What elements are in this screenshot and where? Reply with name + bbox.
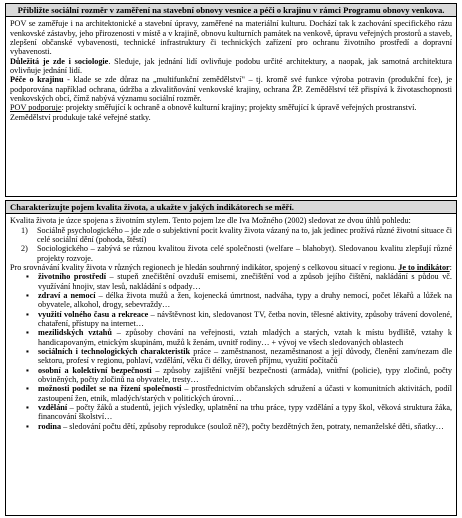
- list-item: [10, 366, 452, 385]
- indicator-name: vzdělání: [38, 403, 68, 413]
- bullet-icon: ▪: [26, 365, 29, 375]
- indicator-desc: – sledování počtu dětí, způsoby reprodukce (soulož ně?), počty bezdětných žen, potraty, nemanželské děti, sňatky…: [61, 421, 444, 431]
- indicator-desc: práce – zaměstnanost, nezaměstnanost a její důvody, členění zam/nezam dle sektoru, profesí v regionu, pohlaví, vzdělání, věku či délky, úroveň příjmu, využití počítačů: [38, 347, 452, 366]
- indicator-desc: – délka života mužů a žen, kojenecká úmrtnost, nadváha, typy a druhy nemocí, počet lékařů a lůžek na obyvatele, alkohol, drogy, sebevraždy…: [38, 290, 453, 310]
- indicator-desc: – stupeň znečištění ovzduší emisemi, znečištění vod a způsob jejího čištění, nakládání s půdou vč. využívání hnojiv, stav lesů, nakládání s odpady…: [38, 272, 452, 291]
- indicator-name: mezilidských vztahů: [38, 328, 112, 338]
- indicator-name: rodina: [38, 421, 62, 431]
- question-heading-2: Charakterizujte pojem kvalita života, a ukažte v jakých indikátorech se měří.: [6, 201, 456, 214]
- bullet-icon: ▪: [26, 421, 29, 431]
- section-box-2: [5, 200, 457, 516]
- paragraph-pov-support: [10, 103, 452, 112]
- bullet-icon: ▪: [26, 328, 29, 338]
- bullet-icon: ▪: [26, 347, 29, 357]
- indicator-lead: Je to indikátor: [398, 262, 450, 272]
- answer-content-1: [6, 17, 456, 122]
- indicator-name: zdraví a nemocí: [38, 290, 96, 300]
- list-item: [10, 272, 452, 291]
- list-item: [10, 310, 452, 329]
- bullet-icon: ▪: [26, 272, 29, 282]
- indicator-desc: – způsoby chování na veřejnosti, vztah mladých a starých, vztah k místu bydliště, vztahy k handicapovaným, etnickým skupinám, mužů k ženám, uvnitř rodiny… + vývoj ve všech sledovaných oblastech: [38, 328, 452, 347]
- landscape-lead: Péče o krajinu: [10, 75, 64, 85]
- bullet-icon: ▪: [26, 384, 29, 394]
- pov-support-text: : projekty směřující k ochraně a obnově kulturní krajiny; projekty směřující k úpravě veřejných prostranství.: [61, 103, 417, 113]
- list-item: [10, 422, 452, 431]
- indicator-colon: :: [449, 262, 452, 272]
- paragraph-landscape: [10, 75, 452, 103]
- indicator-name: možnosti podílet se na řízení společnosti: [38, 384, 182, 394]
- list-item: [10, 403, 452, 422]
- answer-content-2: [6, 214, 456, 431]
- sociology-text: . Sleduje, jak jednání lidí ovlivňuje podobu určité architektury, a naopak, jak samotná architektura ovlivňuje jednání lidí.: [10, 56, 452, 75]
- indicator-desc: – prostřednictvím občanských sdružení a účasti v komunitních aktivitách, podíl zastoupení žen, etnik, mladých/starých v politických úrovní…: [38, 384, 452, 403]
- indicator-name: osobní a kolektivní bezpečnosti: [38, 365, 152, 375]
- paragraph-public-goods: Zemědělství produkuje také veřejné statky.: [10, 112, 151, 122]
- list-item-text: Sociologického – zabývá se různou kvalitou života celé společnosti (welfare – blahobyt). Sledovanou kvalitu zlepšují různé projekty rozvoje.: [37, 244, 452, 263]
- section-box-1: [5, 3, 457, 197]
- list-item: [10, 226, 452, 245]
- bullet-icon: ▪: [26, 309, 29, 319]
- list-item: [10, 347, 452, 366]
- landscape-text: - klade se zde důraz na „multifunkční zemědělství" – tj. kromě své funkce výroba potravin (produkční fce), je podporována například ochrana, údržba a zkvalitňování venkovské krajiny, ochrana ŽP. Zemědělství též přispívá k životaschopnosti venkovských obcí, čímž nabývá významu sociální rozměr.: [10, 75, 452, 103]
- sociology-lead: Důležitá je zde i sociologie: [10, 56, 109, 66]
- list-item: [10, 328, 452, 347]
- indicator-name: sociálních i technologických charakteristik: [38, 347, 191, 357]
- list-item-text: Sociálně psychologického – jde zde o subjektivní pocit kvality života vázaný na to, jak jedinec prožívá různé životní situace či celé sociální dění (pohoda, štěstí): [37, 225, 452, 244]
- indicator-desc: – počty žáků a studentů, jejich výsledky, uplatnění na trhu práce, typy vzdělání a typy škol, věková struktura žáka, financování školství…: [38, 403, 452, 422]
- indicator-desc: – návštěvnost kin, sledovanost TV, četba novin, tělesné aktivity, způsoby trávení dovolené, chataření, přístupy na internet…: [38, 309, 453, 328]
- paragraph-architecture: POV se zaměřuje i na architektonické a stavební úpravy, zaměřené na materiální kulturu. Dochází tak k zachování specifického rázu venkovské zástavby, jeho přirozenosti v místě a v krajině, obnovu kulturních památek na venkově, úpravu veřejných prostorů a staveb, zlepšení občanské vybavenosti, technické infrastruktury či technických zařízení pro ochranu životního prostředí a dopravní vybavenosti.: [10, 19, 452, 57]
- viewpoint-list: [10, 226, 452, 263]
- list-item: [10, 384, 452, 403]
- paragraph-sociology: [10, 57, 452, 76]
- question-heading-1: Přibližte sociální rozměr v zaměření na stavební obnovy vesnice a péči o krajinu v rámci Programu obnovy venkova.: [6, 4, 456, 17]
- list-number: 2): [21, 244, 28, 254]
- indicator-text: Pro srovnávání kvality života v různých regionech je hledán souhrnný indikátor, spojený s celkovou situací v regionu.: [10, 262, 397, 272]
- bullet-icon: ▪: [26, 290, 29, 300]
- indicator-desc: – způsoby zajištění vnější bezpečnosti (armáda), vnitřní (policie), typy zločinů, počty obviněných, počty zločinů na obyvatele, tresty…: [38, 365, 452, 385]
- list-item: [10, 244, 452, 263]
- indicator-name: životního prostředí: [38, 272, 106, 282]
- indicator-list: [10, 272, 452, 431]
- bullet-icon: ▪: [26, 403, 29, 413]
- indicator-name: využití volného času a rekreace: [38, 309, 149, 319]
- list-item: [10, 291, 452, 310]
- list-number: 1): [21, 225, 28, 235]
- paragraph-indicator: [10, 263, 452, 272]
- paragraph-intro: Kvalita života je úzce spojena s životním stylem. Tento pojem lze dle Iva Možného (2002) sledovat ze dvou úhlů pohledu:: [10, 216, 411, 226]
- pov-support-lead: POV podporuje: [10, 103, 62, 113]
